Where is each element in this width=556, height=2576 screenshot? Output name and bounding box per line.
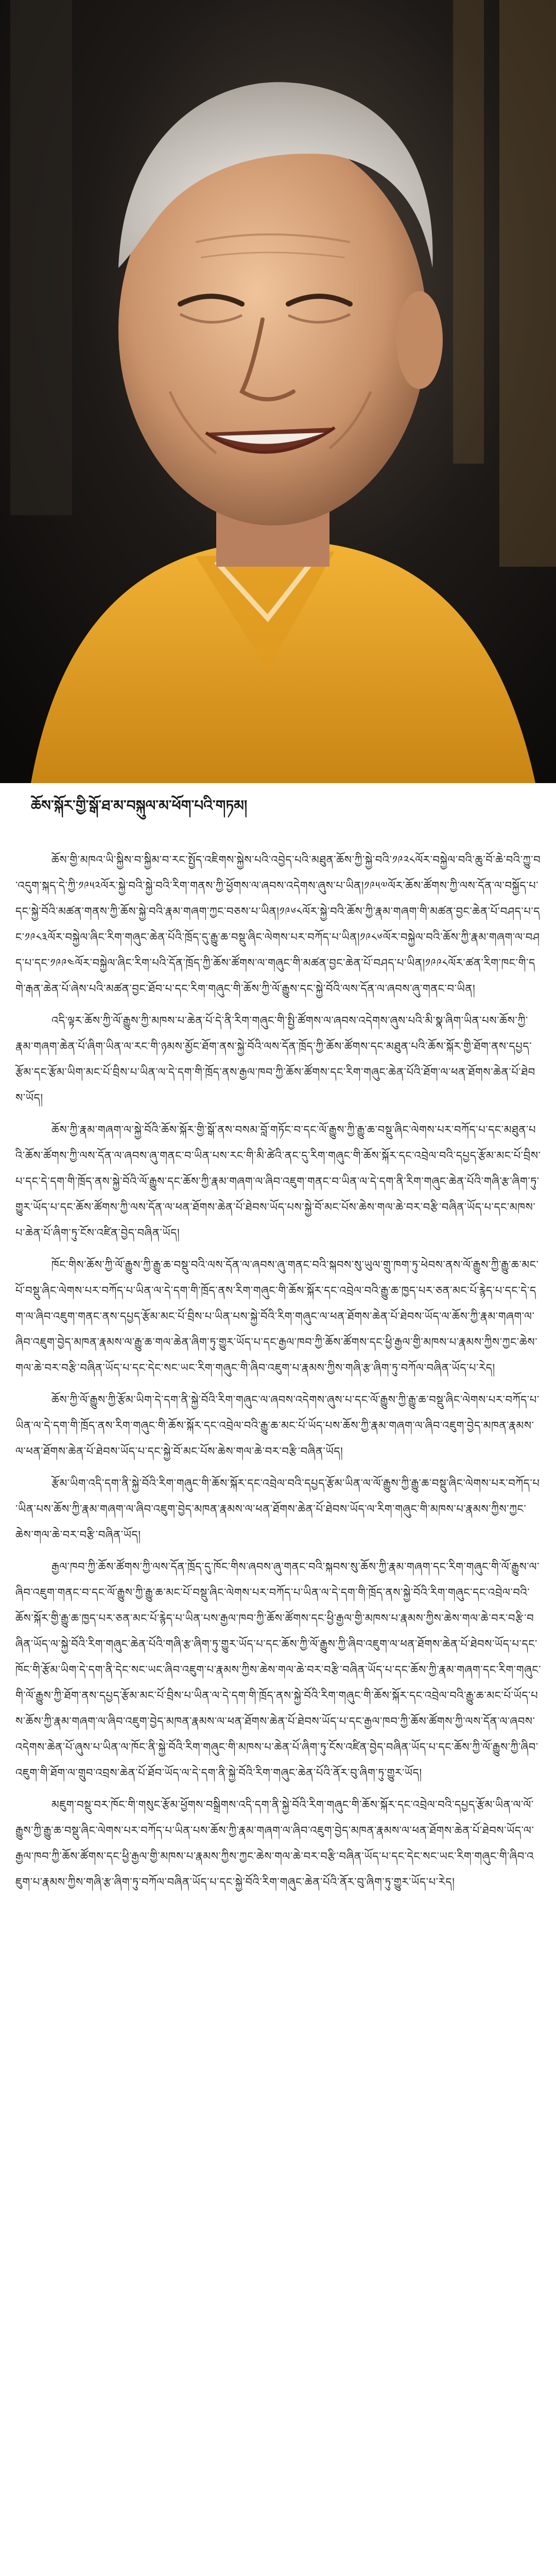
elderly-man-portrait-icon	[0, 0, 556, 783]
article-title: ཆོས་སྐོར་གྱི་སྒོ་ཐ་མ་བསྐུལ་མ་ཕོག་པའི་གཏམ།	[31, 797, 248, 814]
paragraph: ཆོས་ཀྱི་རྣམ་གཞག་ལ་སྐྱེ་བོའི་ཆོས་སྐོར་གྱི་སྒོ་ནས་བསམ་བློ་གཏོང་བ་དང་ལོ་རྒྱུས་ཀྱི་རྒྱུ་ཆ་བསྡུ་ཞིང་ལེགས་པར་བཀོད་པ་དང་མཐུན་པའི་ཆོས་ཚོགས་ཀྱི་ལས་དོན་ལ་ཞབས་ཞུ་གནང་བ་ཡིན་པས་རང་གི་མི་ཚེའི་ནང་དུ་རིག་གཞུང་གི་ཆོས་སྐོར་དང་འབྲེལ་བའི་དཔྱད་རྩོམ་མང་པོ་བྲིས་པ་དང་དེ་དག་གི་ཁྲོད་ནས་སྐྱེ་བོའི་ལོ་རྒྱུས་དང་ཆོས་ཀྱི་རྣམ་གཞག་ལ་ཞིབ་འཇུག་གནང་བ་ཡིན་ལ་དེ་དག་ནི་རིག་གཞུང་ཆེན་པོའི་གཞི་རྩ་ཞིག་ཏུ་གྱུར་ཡོད་པ་དང་ཆོས་ཚོགས་ཀྱི་ལས་དོན་ལ་ཕན་ཐོགས་ཆེན་པོ་ཐེབས་ཡོད་པས་སྐྱེ་བོ་མང་པོས་ཆེས་གལ་ཆེ་བར་བརྩི་བཞིན་ཡོད་པ་དང་མཁས་པ་ཆེན་པོ་ཞིག་ཏུ་ངོས་འཛིན་བྱེད་བཞིན་ཡོད།	[15, 1124, 541, 1239]
paragraph: ཆོས་ཀྱི་ལོ་རྒྱུས་ཀྱི་རྩོམ་ཡིག་དེ་དག་ནི་སྐྱེ་བོའི་རིག་གཞུང་ལ་ཞབས་འདེགས་ཞུས་པ་དང་ལོ་རྒྱུས་ཀྱི་རྒྱུ་ཆ་བསྡུ་ཞིང་ལེགས་པར་བཀོད་པ་ཡིན་ལ་དེ་དག་གི་ཁྲོད་ནས་རིག་གཞུང་གི་ཆོས་སྐོར་དང་འབྲེལ་བའི་རྒྱུ་ཆ་མང་པོ་ཡོད་པས་ཆོས་ཀྱི་རྣམ་གཞག་ལ་ཞིབ་འཇུག་བྱེད་མཁན་རྣམས་ལ་ཕན་ཐོགས་ཆེན་པོ་ཐེབས་ཡོད་པ་དང་སྐྱེ་བོ་མང་པོས་ཆེས་གལ་ཆེ་བར་བརྩི་བཞིན་ཡོད།	[15, 1394, 540, 1458]
paragraph: རྒྱལ་ཁབ་ཀྱི་ཆོས་ཚོགས་ཀྱི་ལས་དོན་ཁྲོད་དུ་ཁོང་གིས་ཞབས་ཞུ་གནང་བའི་སྐབས་སུ་ཆོས་ཀྱི་རྣམ་གཞག་དང་རིག་གཞུང་གི་ལོ་རྒྱུས་ལ་ཞིབ་འཇུག་གནང་བ་དང་ལོ་རྒྱུས་ཀྱི་རྒྱུ་ཆ་མང་པོ་བསྡུ་ཞིང་ལེགས་པར་བཀོད་པ་ཡིན་ལ་དེ་དག་གི་ཁྲོད་ནས་སྐྱེ་བོའི་རིག་གཞུང་དང་འབྲེལ་བའི་ཆོས་སྐོར་གྱི་རྒྱུ་ཆ་ཁྱད་པར་ཅན་མང་པོ་རྙེད་པ་ཡིན་པས་རྒྱལ་ཁབ་ཀྱི་ཆོས་ཚོགས་དང་ཕྱི་རྒྱལ་གྱི་མཁས་པ་རྣམས་ཀྱིས་ཆེས་གལ་ཆེ་བར་བརྩི་བཞིན་ཡོད་ལ་སྐྱེ་བོའི་རིག་གཞུང་ཆེན་པོའི་གཞི་རྩ་ཞིག་ཏུ་གྱུར་ཡོད་པ་དང་ཆོས་ཀྱི་ལོ་རྒྱུས་ཀྱི་ཞིབ་འཇུག་ལ་ཕན་ཐོགས་ཆེན་པོ་ཐེབས་ཡོད་པ་དང་ཁོང་གི་རྩོམ་ཡིག་དེ་དག་ནི་དེང་སང་ཡང་ཞིབ་འཇུག་པ་རྣམས་ཀྱིས་ཆེས་གལ་ཆེ་བར་བརྩི་བཞིན་ཡོད་པ་དང་ཆོས་ཀྱི་རྣམ་གཞག་དང་རིག་གཞུང་གི་ལོ་རྒྱུས་ཀྱི་ཐོག་ནས་དཔྱད་རྩོམ་མང་པོ་བྲིས་པ་ཡིན་ལ་དེ་དག་གི་ཁྲོད་ནས་སྐྱེ་བོའི་རིག་གཞུང་གི་ཆོས་སྐོར་དང་འབྲེལ་བའི་རྒྱུ་ཆ་མང་པོ་ཡོད་པས་ཆོས་ཀྱི་རྣམ་གཞག་ལ་ཞིབ་འཇུག་བྱེད་མཁན་རྣམས་ལ་ཕན་ཐོགས་ཆེན་པོ་ཐེབས་ཡོད་པ་དང་རྒྱལ་ཁབ་ཀྱི་ཆོས་ཚོགས་ཀྱི་ལས་དོན་ལ་ཞབས་འདེགས་ཆེན་པོ་ཞུས་པ་ཡིན་ལ་ཁོང་ནི་སྐྱེ་བོའི་རིག་གཞུང་གི་མཁས་པ་ཆེན་པོ་ཞིག་ཏུ་ངོས་འཛིན་བྱེད་བཞིན་ཡོད་པ་དང་ཆོས་ཀྱི་ལོ་རྒྱུས་ཀྱི་ཞིབ་འཇུག་གི་ཐོག་ལ་གྲུབ་འབྲས་ཆེན་པོ་ཐོབ་ཡོད་ལ་དེ་དག་ནི་སྐྱེ་བོའི་རིག་གཞུང་ཆེན་པོའི་ནོར་བུ་ཞིག་ཏུ་གྱུར་ཡོད།	[15, 1561, 542, 1779]
paragraph: ཆོས་གྱི་མཁའ་ཡི་སྐྱིས་བ་སྐྱིམ་བ་རང་སྤྱོད་འཇིགས་སྐྱེས་པའི་འབྱེད་པའི་མཐུན་ཆོས་ཀྱི་སྐྱེ་བའི་༡༩༢༨ལོར་བསྐྱེལ་བའི་ཆུ་བོ་ཆེ་བའི་ཀྱུ་བ་འདུག་སྐད་དེ་ཀྱི་༡༩༥༢ལོར་སྐྱེ་བའི་སྐྱེ་བའི་རིག་གནས་ཀྱི་ཕྱོགས་ལ་ཞབས་འདེགས་ཞུས་པ་ཡིན།༡༩༥༧ལོར་ཆོས་ཚོགས་ཀྱི་ལས་དོན་ལ་བསྐྱོད་པ་དང་སྐྱེ་བོའི་མཚན་གནས་ཀྱི་ཆོས་སྐྱེ་བའི་རྣམ་གཞག་ཀྱང་བཅས་པ་ཡིན།༡༩༦༨ལོར་སྐྱེ་བའི་ཆོས་ཀྱི་རྣམ་གཞག་གི་མཚན་བྱང་ཆེན་པོ་བཤད་པ་དང་༡༩༨༣ལོར་བསྐྱེལ་ཞིང་རིག་གཞུང་ཆེན་པོའི་ཁྲོད་དུ་རྒྱུ་ཆ་བསྡུ་ཞིང་ལེགས་པར་བཀོད་པ་ཡིན།༡༩༨༦ལོར་བསྐྱེལ་བའི་ཆོས་ཀྱི་རྣམ་གཞག་ལ་བཤད་པ་དང་༡༩༩༤ལོར་བསྐྱེལ་ཞིང་རིག་པའི་དོན་ཁྲོད་ཀྱི་ཆོས་ཚོགས་ལ་གཞུང་གི་མཚན་བྱང་ཆེན་པོ་བཤད་པ་ཡིན།༡༩༩༨ལོར་ཚན་རིག་ཁང་གི་དགེ་རྒན་ཆེན་པོ་ཞེས་པའི་མཚན་བྱང་ཐོབ་པ་དང་རིག་གཞུང་གི་ཆོས་ཀྱི་ལོ་རྒྱུས་དང་སྐྱེ་བོའི་ལས་དོན་ལ་ཞབས་ཞུ་གནང་བ་ཡིན།	[15, 854, 541, 995]
paragraph: འདི་ལྟར་ཆོས་ཀྱི་ལོ་རྒྱུས་ཀྱི་མཁས་པ་ཆེན་པོ་དེ་ནི་རིག་གཞུང་གི་སྤྱི་ཚོགས་ལ་ཞབས་འདེགས་ཞུས་པའི་མི་སྣ་ཞིག་ཡིན་པས་ཆོས་ཀྱི་རྣམ་གཞག་ཆེན་པོ་ཞིག་ཡིན་ལ་རང་གི་ཉམས་མྱོང་ཐོག་ནས་སྐྱེ་བོའི་ལས་དོན་ཁྲོད་ཀྱི་ཆོས་ཚོགས་དང་མཐུན་པའི་ཆོས་སྐོར་གྱི་ཐོག་ནས་དཔྱད་རྩོམ་དང་རྩོམ་ཡིག་མང་པོ་བྲིས་པ་ཡིན་ལ་དེ་དག་གི་ཁྲོད་ནས་རྒྱལ་ཁབ་ཀྱི་ཆོས་ཚོགས་དང་རིག་གཞུང་ཆེན་པོའི་ཐོག་ལ་ཕན་ཐོགས་ཆེན་པོ་ཐེབས་ཡོད།	[15, 1014, 535, 1104]
paragraph: ཁོང་གིས་ཆོས་ཀྱི་ལོ་རྒྱུས་ཀྱི་རྒྱུ་ཆ་བསྡུ་བའི་ལས་དོན་ལ་ཞབས་ཞུ་གནང་བའི་སྐབས་སུ་ཡུལ་གྲུ་ཁག་ཏུ་ཕེབས་ནས་ལོ་རྒྱུས་ཀྱི་རྒྱུ་ཆ་མང་པོ་བསྡུ་ཞིང་ལེགས་པར་བཀོད་པ་ཡིན་ལ་དེ་དག་གི་ཁྲོད་ནས་རིག་གཞུང་གི་ཆོས་སྐོར་དང་འབྲེལ་བའི་རྒྱུ་ཆ་ཁྱད་པར་ཅན་མང་པོ་རྙེད་པ་དང་དེ་དག་ལ་ཞིབ་འཇུག་གནང་ནས་དཔྱད་རྩོམ་མང་པོ་བྲིས་པ་ཡིན་པས་སྐྱེ་བོའི་རིག་གཞུང་ལ་ཕན་ཐོགས་ཆེན་པོ་ཐེབས་ཡོད་ལ་ཆོས་ཀྱི་རྣམ་གཞག་ལ་ཞིབ་འཇུག་བྱེད་མཁན་རྣམས་ལ་རྒྱུ་ཆ་གལ་ཆེན་ཞིག་ཏུ་གྱུར་ཡོད་པ་དང་རྒྱལ་ཁབ་ཀྱི་ཆོས་ཚོགས་དང་ཕྱི་རྒྱལ་གྱི་མཁས་པ་རྣམས་ཀྱིས་ཀྱང་ཆེས་གལ་ཆེ་བར་བརྩི་བཞིན་ཡོད་པ་དང་དེང་སང་ཡང་རིག་གཞུང་གི་ཞིབ་འཇུག་པ་རྣམས་ཀྱིས་གཞི་རྩ་ཞིག་ཏུ་བཀོལ་བཞིན་ཡོད་པ་རེད།	[15, 1259, 539, 1374]
paragraph: རྩོམ་ཡིག་འདི་དག་ནི་སྐྱེ་བོའི་རིག་གཞུང་གི་ཆོས་སྐོར་དང་འབྲེལ་བའི་དཔྱད་རྩོམ་ཡིན་ལ་ལོ་རྒྱུས་ཀྱི་རྒྱུ་ཆ་བསྡུ་ཞིང་ལེགས་པར་བཀོད་པ་ཡིན་པས་ཆོས་ཀྱི་རྣམ་གཞག་ལ་ཞིབ་འཇུག་བྱེད་མཁན་རྣམས་ལ་ཕན་ཐོགས་ཆེན་པོ་ཐེབས་ཡོད་ལ་རིག་གཞུང་གི་མཁས་པ་རྣམས་ཀྱིས་ཀྱང་ཆེས་གལ་ཆེ་བར་བརྩི་བཞིན་ཡོད།	[15, 1477, 540, 1541]
portrait-photo	[0, 0, 556, 783]
article-body	[0, 783, 556, 2576]
paragraph: མཇུག་བསྡུ་བར་ཁོང་གི་གསུང་རྩོམ་ཕྱོགས་བསྒྲིགས་འདི་དག་ནི་སྐྱེ་བོའི་རིག་གཞུང་གི་ཆོས་སྐོར་དང་འབྲེལ་བའི་དཔྱད་རྩོམ་ཡིན་ལ་ལོ་རྒྱུས་ཀྱི་རྒྱུ་ཆ་བསྡུ་ཞིང་ལེགས་པར་བཀོད་པ་ཡིན་པས་ཆོས་ཀྱི་རྣམ་གཞག་ལ་ཞིབ་འཇུག་བྱེད་མཁན་རྣམས་ལ་ཕན་ཐོགས་ཆེན་པོ་ཐེབས་ཡོད་ལ་རྒྱལ་ཁབ་ཀྱི་ཆོས་ཚོགས་དང་ཕྱི་རྒྱལ་གྱི་མཁས་པ་རྣམས་ཀྱིས་ཀྱང་ཆེས་གལ་ཆེ་བར་བརྩི་བཞིན་ཡོད་པ་དང་དེང་སང་ཡང་རིག་གཞུང་གི་ཞིབ་འཇུག་པ་རྣམས་ཀྱིས་གཞི་རྩ་ཞིག་ཏུ་བཀོལ་བཞིན་ཡོད་པ་དང་སྐྱེ་བོའི་རིག་གཞུང་ཆེན་པོའི་ནོར་བུ་ཞིག་ཏུ་གྱུར་ཡོད་པ་རེད།	[15, 1799, 534, 1888]
